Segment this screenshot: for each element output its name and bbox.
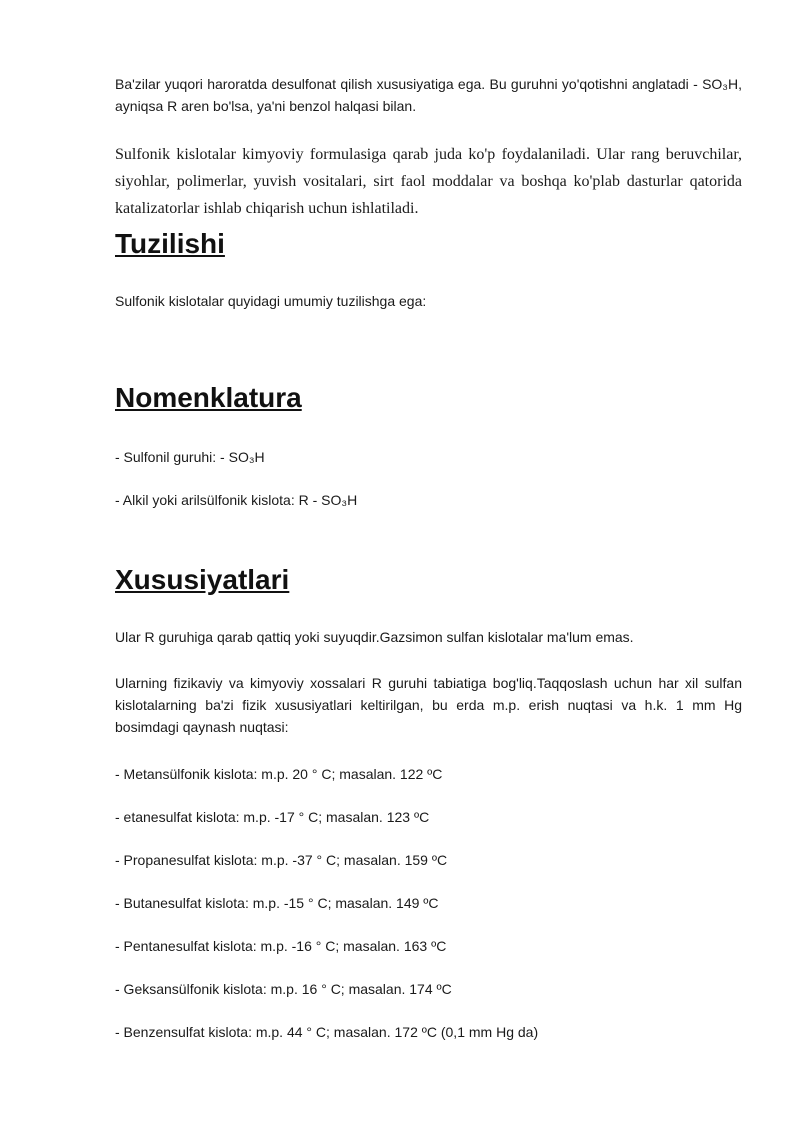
- property-list-item: - Butanesulfat kislota: m.p. -15 ° C; masalan. 149 ºC: [115, 895, 439, 911]
- nomenclature-item: - Alkil yoki arilsülfonik kislota: R - SO₃H: [115, 492, 358, 508]
- section-heading-properties: Xususiyatlari: [115, 564, 290, 595]
- intro-paragraph-2: Sulfonik kislotalar kimyoviy formulasiga qarab juda ko'p foydalaniladi. Ular rang beruvchilar, siyohlar, polimerlar, yuvish vositalari, sirt faol moddalar va boshqa ko'plab dasturlar qatorida katalizatorlar ishlab chiqarish uchun ishlatiladi.: [115, 146, 742, 217]
- property-list-item: - Metansülfonik kislota: m.p. 20 ° C; masalan. 122 ºC: [115, 766, 443, 782]
- property-list-item: - Benzensulfat kislota: m.p. 44 ° C; masalan. 172 ºC (0,1 mm Hg da): [115, 1024, 539, 1040]
- structure-text: Sulfonik kislotalar quyidagi umumiy tuzilishga ega:: [115, 293, 427, 309]
- property-list-item: - Propanesulfat kislota: m.p. -37 ° C; masalan. 159 ºC: [115, 852, 448, 868]
- properties-paragraph-2: Ularning fizikaviy va kimyoviy xossalari R guruhi tabiatiga bog'liq.Taqqoslash uchun har xil sulfan kislotalarning ba'zi fizik xususiyatlari keltirilgan, bu erda m.p. erish nuqtasi va h.k. 1 mm Hg bosimdagi qaynash nuqtasi:: [115, 675, 742, 735]
- property-list-item: - Pentanesulfat kislota: m.p. -16 ° C; masalan. 163 ºC: [115, 938, 447, 954]
- section-heading-nomenclature: Nomenklatura: [115, 382, 302, 413]
- section-heading-structure: Tuzilishi: [115, 228, 225, 259]
- intro-paragraph-1: Ba'zilar yuqori haroratda desulfonat qilish xususiyatiga ega. Bu guruhni yo'qotishni anglatadi - SO₃H, ayniqsa R aren bo'lsa, ya'ni benzol halqasi bilan.: [115, 76, 742, 114]
- properties-paragraph-1: Ular R guruhiga qarab qattiq yoki suyuqdir.Gazsimon sulfan kislotalar ma'lum emas.: [115, 629, 634, 645]
- property-list-item: - etanesulfat kislota: m.p. -17 ° C; masalan. 123 ºC: [115, 809, 430, 825]
- nomenclature-item: - Sulfonil guruhi: - SO₃H: [115, 449, 265, 465]
- property-list-item: - Geksansülfonik kislota: m.p. 16 ° C; masalan. 174 ºC: [115, 981, 452, 997]
